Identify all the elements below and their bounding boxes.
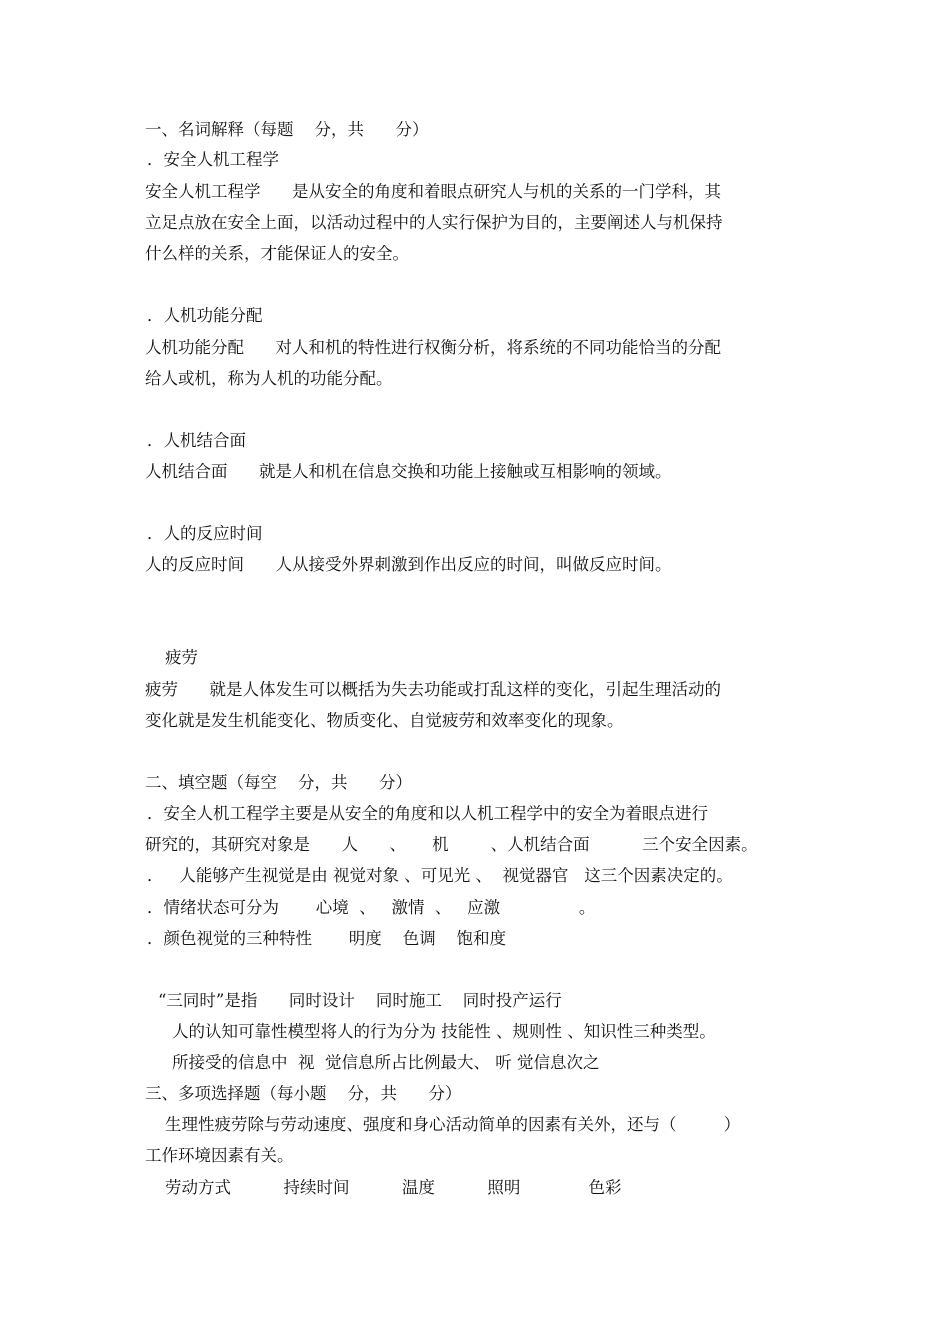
definition-line: 人机结合面 就是人和机在信息交换和功能上接触或互相影响的领域。 <box>145 462 672 481</box>
fill-blank-line: ． 人能够产生视觉是由 视觉对象 、可见光 、 视觉器官 这三个因素决定的。 <box>147 866 733 885</box>
definition-line: 人机功能分配 对人和机的特性进行权衡分析，将系统的不同功能恰当的分配 <box>145 338 721 357</box>
answer-options: 劳动方式 持续时间 温度 照明 色彩 <box>165 1178 622 1197</box>
question-line: 工作环境因素有关。 <box>145 1146 294 1165</box>
term-title: ．人机结合面 <box>147 431 246 450</box>
definition-line: 安全人机工程学 是从安全的角度和着眼点研究人与机的关系的一门学科，其 <box>145 182 721 201</box>
fill-blank-line: ．颜色视觉的三种特性 明度 色调 饱和度 <box>147 929 507 948</box>
fill-blank-line: ．情绪状态可分为 心境 、 激情 、 应激 。 <box>147 898 596 917</box>
fill-blank-line: 研究的，其研究对象是 人 、 机 、人机结合面 三个安全因素。 <box>145 835 758 854</box>
definition-line: 变化就是发生机能变化、物质变化、自觉疲劳和效率变化的现象。 <box>145 711 624 730</box>
fill-blank-line: 人的认知可靠性模型将人的行为分为 技能性 、规则性 、知识性三种类型。 <box>172 1022 716 1041</box>
fill-blank-line: “三同时”是指 同时设计 同时施工 同时投产运行 <box>158 991 562 1010</box>
term-title: ．人的反应时间 <box>147 524 263 543</box>
section-heading: 一、名词解释（每题 分，共 分） <box>145 120 429 139</box>
term-title: 疲劳 <box>165 648 198 667</box>
fill-blank-line: 所接受的信息中 视 觉信息所占比例最大、 听 觉信息次之 <box>172 1053 600 1072</box>
definition-line: 立足点放在安全上面，以活动过程中的人实行保护为目的，主要阐述人与机保持 <box>145 213 723 232</box>
definition-line: 给人或机，称为人机的功能分配。 <box>145 369 393 388</box>
definition-line: 疲劳 就是人体发生可以概括为失去功能或打乱这样的变化，引起生理活动的 <box>145 680 721 699</box>
term-title: ．安全人机工程学 <box>147 150 279 169</box>
question-line: 生理性疲劳除与劳动速度、强度和身心活动简单的因素有关外，还与（ ） <box>165 1115 741 1134</box>
fill-blank-line: ．安全人机工程学主要是从安全的角度和以人机工程学中的安全为着眼点进行 <box>147 804 708 823</box>
definition-line: 什么样的关系，才能保证人的安全。 <box>145 244 409 263</box>
section-heading: 二、填空题（每空 分，共 分） <box>145 773 412 792</box>
term-title: ．人机功能分配 <box>147 306 263 325</box>
definition-line: 人的反应时间 人从接受外界刺激到作出反应的时间，叫做反应时间。 <box>145 555 672 574</box>
section-heading: 三、多项选择题（每小题 分，共 分） <box>145 1084 462 1103</box>
